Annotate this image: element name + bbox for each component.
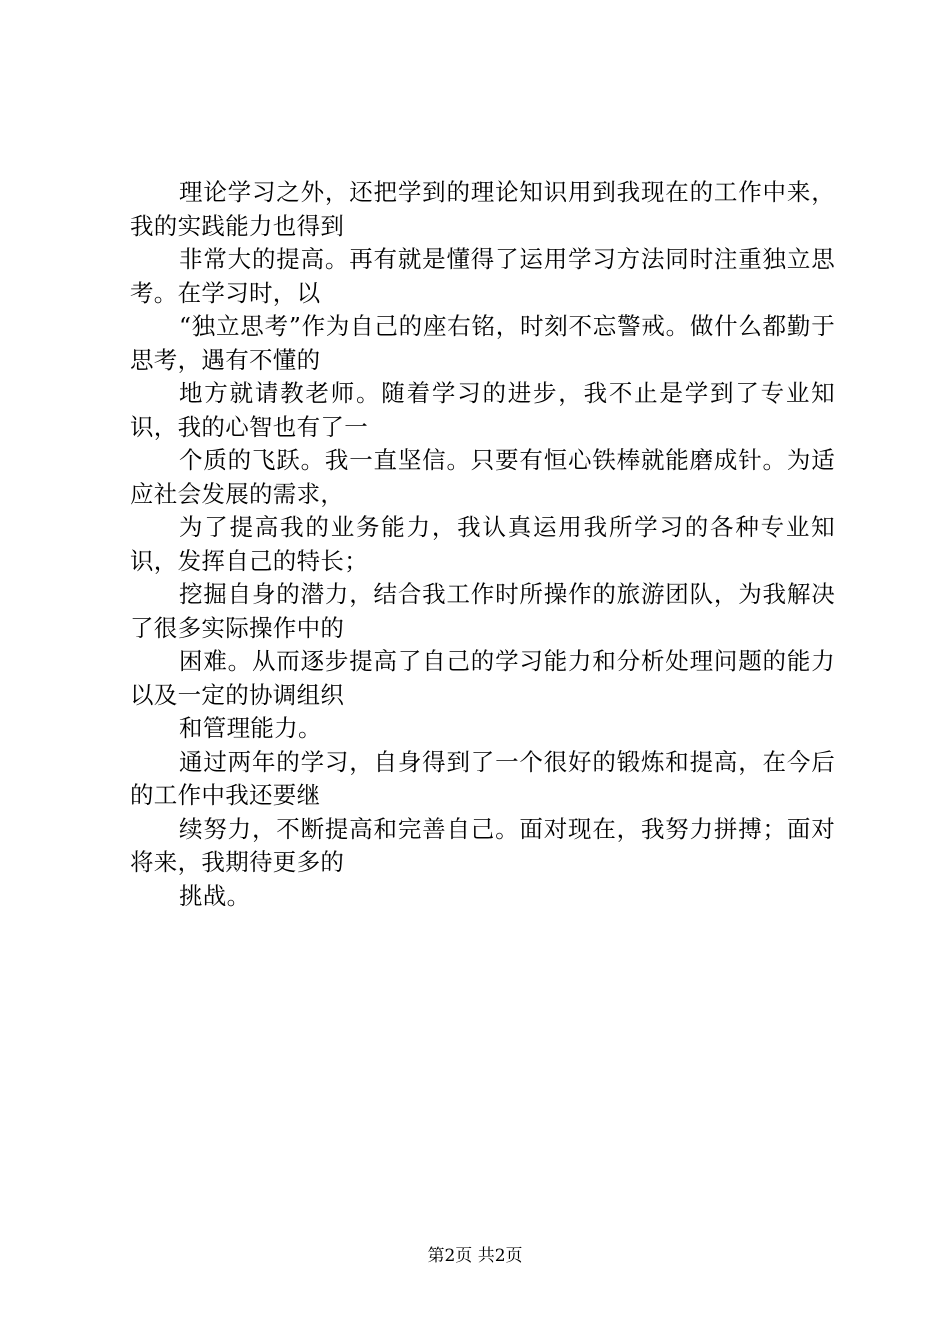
paragraph: 非常大的提高。再有就是懂得了运用学习方法同时注重独立思考。在学习时，以 [130,245,835,307]
paragraph: 个质的飞跃。我一直坚信。只要有恒心铁棒就能磨成针。为适应社会发展的需求， [130,446,835,508]
paragraph: 通过两年的学习，自身得到了一个很好的锻炼和提高，在今后的工作中我还要继 [130,747,835,809]
page-number-footer: 第2页 共2页 [427,1246,523,1266]
paragraph: 和管理能力。 [179,714,322,742]
paragraph: 挑战。 [179,881,251,910]
document-body [130,176,835,913]
paragraph: 困难。从而逐步提高了自己的学习能力和分析处理问题的能力以及一定的协调组织 [130,647,835,709]
paragraph: 续努力，不断提高和完善自己。面对现在，我努力拼搏；面对将来，我期待更多的 [130,814,835,876]
paragraph: 地方就请教老师。随着学习的进步，我不止是学到了专业知识，我的心智也有了一 [130,379,835,441]
paragraph: 为了提高我的业务能力，我认真运用我所学习的各种专业知识，发挥自己的特长； [130,513,835,575]
paragraph: 理论学习之外，还把学到的理论知识用到我现在的工作中来，我的实践能力也得到 [130,178,835,240]
paragraph: 挖掘自身的潜力，结合我工作时所操作的旅游团队，为我解决了很多实际操作中的 [130,580,835,642]
paragraph: “独立思考”作为自己的座右铭，时刻不忘警戒。做什么都勤于思考，遇有不懂的 [130,312,835,374]
